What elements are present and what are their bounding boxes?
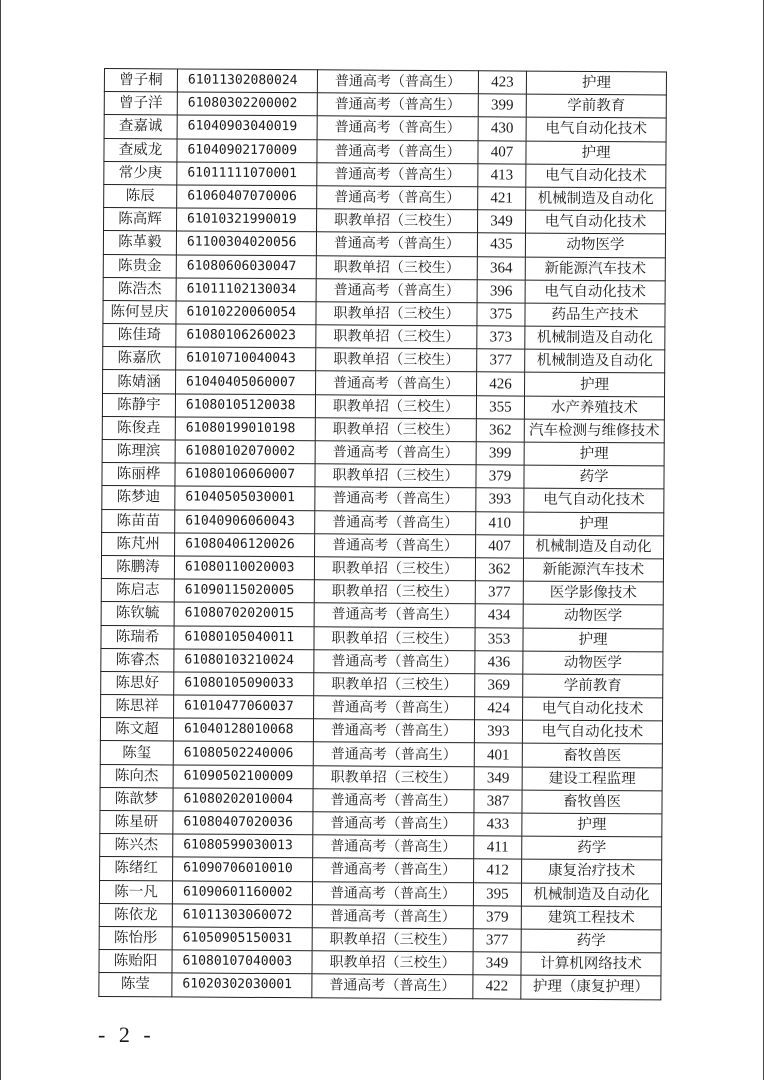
table-row <box>101 648 663 675</box>
exam-number: 61080106060007 <box>175 463 315 487</box>
score: 362 <box>476 419 524 442</box>
exam-number: 61080107040003 <box>172 950 312 974</box>
table-row <box>102 393 664 420</box>
exam-number: 61040903040019 <box>177 115 317 139</box>
admission-type: 普通高考（普高生） <box>317 116 478 140</box>
exam-number: 61011302080024 <box>177 69 317 93</box>
major: 医学影像技术 <box>523 581 663 605</box>
student-name: 陈梦迪 <box>102 486 175 510</box>
admission-type: 普通高考（普高生） <box>315 487 476 511</box>
student-name: 曾子桐 <box>104 69 177 93</box>
table-row <box>102 416 664 443</box>
student-name: 陈理滨 <box>102 439 175 463</box>
score: 407 <box>476 535 524 558</box>
table-row <box>102 486 664 513</box>
admission-type: 普通高考（普高生） <box>315 510 476 534</box>
student-name: 陈睿杰 <box>101 648 174 672</box>
exam-number: 61090502100009 <box>173 765 313 789</box>
table-row <box>101 555 663 582</box>
admission-type: 普通高考（普高生） <box>316 232 477 256</box>
score: 377 <box>475 581 523 604</box>
score: 407 <box>478 140 526 163</box>
admission-type: 普通高考（普高生） <box>313 789 474 813</box>
admission-type: 普通高考（普高生） <box>312 905 473 929</box>
score: 424 <box>475 697 523 720</box>
admission-type: 职教单招（三校生） <box>316 302 477 326</box>
admission-type: 职教单招（三校生） <box>317 209 478 233</box>
score: 349 <box>474 766 522 789</box>
exam-number: 61011111070001 <box>177 162 317 186</box>
student-name: 查威龙 <box>104 138 177 162</box>
score: 399 <box>476 442 524 465</box>
student-name: 陈绪红 <box>100 857 173 881</box>
student-name: 陈一凡 <box>99 880 172 904</box>
admission-type: 普通高考（普高生） <box>313 858 474 882</box>
major: 学前教育 <box>526 94 666 118</box>
admission-type: 职教单招（三校生） <box>316 325 477 349</box>
table-row <box>102 509 664 536</box>
student-name: 陈思祥 <box>101 695 174 719</box>
major: 动物医学 <box>525 233 665 257</box>
table-row <box>104 138 666 165</box>
score: 412 <box>474 859 522 882</box>
table-row <box>100 857 662 884</box>
table-row <box>104 115 666 142</box>
table-row <box>99 903 661 930</box>
table-row <box>104 208 666 235</box>
exam-number: 61080302200002 <box>177 92 317 116</box>
exam-number: 61010220060054 <box>176 301 316 325</box>
major: 动物医学 <box>523 651 663 675</box>
student-name: 陈贻阳 <box>99 950 172 974</box>
score: 379 <box>476 465 524 488</box>
table-row <box>99 973 661 1000</box>
admission-type: 普通高考（普高生） <box>312 974 473 998</box>
score: 399 <box>478 94 526 117</box>
table-row <box>101 671 663 698</box>
major: 药学 <box>521 929 661 953</box>
exam-number: 61080106260023 <box>176 324 316 348</box>
exam-number: 61050905150031 <box>172 927 312 951</box>
student-name: 陈钦毓 <box>101 602 174 626</box>
score: 353 <box>475 627 523 650</box>
major: 机械制造及自动化 <box>526 187 666 211</box>
student-name: 陈向杰 <box>100 764 173 788</box>
admission-type: 普通高考（普高生） <box>312 881 473 905</box>
table-row <box>103 277 665 304</box>
student-name: 陈佳琦 <box>103 324 176 348</box>
student-name: 陈芃州 <box>102 532 175 556</box>
major: 护理 <box>523 628 663 652</box>
major: 畜牧兽医 <box>522 790 662 814</box>
exam-number: 61010477060037 <box>174 695 314 719</box>
table-row <box>103 347 665 374</box>
major: 动物医学 <box>523 604 663 628</box>
score: 413 <box>478 164 526 187</box>
student-name: 陈俊垚 <box>102 416 175 440</box>
exam-number: 61060407070006 <box>177 185 317 209</box>
exam-number: 61080105120038 <box>175 394 315 418</box>
student-name: 陈革毅 <box>103 231 176 255</box>
student-name: 陈依龙 <box>99 903 172 927</box>
exam-number: 61080502240006 <box>173 741 313 765</box>
admission-roster-table <box>98 68 667 1000</box>
major: 电气自动化技术 <box>525 280 665 304</box>
student-name: 陈静宇 <box>102 393 175 417</box>
student-name: 陈歆梦 <box>100 787 173 811</box>
score: 435 <box>477 233 525 256</box>
score: 430 <box>478 117 526 140</box>
student-name: 陈贵金 <box>103 254 176 278</box>
admission-type: 普通高考（普高生） <box>317 70 478 94</box>
table-row <box>100 764 662 791</box>
student-name: 常少庚 <box>104 161 177 185</box>
admission-type: 职教单招（三校生） <box>314 626 475 650</box>
admission-type: 职教单招（三校生） <box>316 348 477 372</box>
score: 379 <box>473 906 521 929</box>
score: 421 <box>478 187 526 210</box>
admission-type: 职教单招（三校生） <box>314 580 475 604</box>
score: 387 <box>474 790 522 813</box>
exam-number: 61090601160002 <box>172 880 312 904</box>
score: 393 <box>476 488 524 511</box>
student-name: 陈嘉欣 <box>103 347 176 371</box>
score: 422 <box>473 975 521 998</box>
exam-number: 61080110020003 <box>174 556 314 580</box>
admission-type: 职教单招（三校生） <box>314 557 475 581</box>
student-name: 陈思好 <box>101 671 174 695</box>
major: 新能源汽车技术 <box>525 257 665 281</box>
exam-number: 61080407020036 <box>173 811 313 835</box>
exam-number: 61020302030001 <box>172 973 312 997</box>
major: 机械制造及自动化 <box>525 326 665 350</box>
major: 电气自动化技术 <box>524 488 664 512</box>
table-row <box>101 695 663 722</box>
table-row <box>104 161 666 188</box>
exam-number: 61080599030013 <box>173 834 313 858</box>
admission-type: 职教单招（三校生） <box>315 418 476 442</box>
admission-type: 职教单招（三校生） <box>315 464 476 488</box>
exam-number: 61080202010004 <box>173 788 313 812</box>
major: 汽车检测与维修技术 <box>524 419 664 443</box>
table-row <box>103 370 665 397</box>
major: 护理 <box>524 442 664 466</box>
student-name: 陈浩杰 <box>103 277 176 301</box>
table-row <box>103 324 665 351</box>
student-name: 陈丽桦 <box>102 463 175 487</box>
score: 396 <box>477 279 525 302</box>
exam-number: 61080102070002 <box>175 440 315 464</box>
admission-type: 职教单招（三校生） <box>312 951 473 975</box>
table-row <box>101 625 663 652</box>
score: 377 <box>473 929 521 952</box>
score: 349 <box>473 952 521 975</box>
table-row <box>104 184 666 211</box>
major: 护理 <box>522 813 662 837</box>
admission-type: 普通高考（普高生） <box>316 278 477 302</box>
admission-type: 职教单招（三校生） <box>316 255 477 279</box>
major: 畜牧兽医 <box>522 744 662 768</box>
admission-type: 普通高考（普高生） <box>313 742 474 766</box>
major: 康复治疗技术 <box>522 859 662 883</box>
page-number: - 2 - <box>98 1022 155 1047</box>
major: 电气自动化技术 <box>522 720 662 744</box>
table-row <box>101 579 663 606</box>
admission-type: 职教单招（三校生） <box>312 928 473 952</box>
major: 护理 <box>526 141 666 165</box>
table-row <box>103 300 665 327</box>
table-row <box>100 718 662 745</box>
score: 423 <box>478 71 526 94</box>
student-name: 曾子洋 <box>104 92 177 116</box>
exam-number: 61011303060072 <box>172 904 312 928</box>
major: 机械制造及自动化 <box>521 883 661 907</box>
admission-type: 普通高考（普高生） <box>315 534 476 558</box>
score: 395 <box>473 882 521 905</box>
student-name: 陈怡彤 <box>99 926 172 950</box>
table-row <box>104 69 666 96</box>
major: 机械制造及自动化 <box>524 535 664 559</box>
student-name: 陈苗苗 <box>102 509 175 533</box>
exam-number: 61080105090033 <box>174 672 314 696</box>
exam-number: 61080702020015 <box>174 602 314 626</box>
admission-type: 普通高考（普高生） <box>317 163 478 187</box>
student-name: 陈辰 <box>104 184 177 208</box>
exam-number: 61040128010068 <box>173 718 313 742</box>
admission-type: 职教单招（三校生） <box>315 394 476 418</box>
admission-type: 职教单招（三校生） <box>314 673 475 697</box>
table-row <box>99 880 661 907</box>
exam-number: 61040902170009 <box>177 139 317 163</box>
exam-number: 61040405060007 <box>176 370 316 394</box>
major: 计算机网络技术 <box>521 952 661 976</box>
major: 水产养殖技术 <box>524 396 664 420</box>
score: 362 <box>475 558 523 581</box>
exam-number: 61080406120026 <box>175 533 315 557</box>
exam-number: 61090115020005 <box>174 579 314 603</box>
major: 电气自动化技术 <box>523 697 663 721</box>
student-name: 陈婧涵 <box>103 370 176 394</box>
admission-type: 普通高考（普高生） <box>314 603 475 627</box>
score: 410 <box>476 511 524 534</box>
major: 建筑工程技术 <box>521 906 661 930</box>
major: 药学 <box>522 836 662 860</box>
exam-number: 61040906060043 <box>175 510 315 534</box>
major: 电气自动化技术 <box>526 164 666 188</box>
score: 401 <box>474 743 522 766</box>
score: 436 <box>475 650 523 673</box>
major: 建设工程监理 <box>522 767 662 791</box>
admission-type: 普通高考（普高生） <box>317 186 478 210</box>
major: 学前教育 <box>523 674 663 698</box>
major: 护理 <box>525 373 665 397</box>
score: 364 <box>477 256 525 279</box>
admission-type: 普通高考（普高生） <box>314 649 475 673</box>
score: 393 <box>474 720 522 743</box>
exam-number: 61040505030001 <box>175 486 315 510</box>
score: 375 <box>477 303 525 326</box>
score: 369 <box>475 674 523 697</box>
major: 新能源汽车技术 <box>523 558 663 582</box>
student-name: 陈鹏涛 <box>101 555 174 579</box>
admission-type: 普通高考（普高生） <box>313 719 474 743</box>
student-name: 陈兴杰 <box>100 834 173 858</box>
score: 377 <box>477 349 525 372</box>
roster-body <box>99 69 667 1000</box>
exam-number: 61010710040043 <box>176 347 316 371</box>
major: 机械制造及自动化 <box>525 349 665 373</box>
table-row <box>100 787 662 814</box>
score: 434 <box>475 604 523 627</box>
exam-number: 61011102130034 <box>176 278 316 302</box>
exam-number: 61010321990019 <box>177 208 317 232</box>
admission-type: 职教单招（三校生） <box>313 765 474 789</box>
exam-number: 61080105040011 <box>174 625 314 649</box>
student-name: 陈星研 <box>100 810 173 834</box>
admission-type: 普通高考（普高生） <box>317 93 478 117</box>
score: 426 <box>477 372 525 395</box>
table-row <box>99 926 661 953</box>
score: 355 <box>476 395 524 418</box>
table-row <box>104 92 666 119</box>
student-name: 陈启志 <box>101 579 174 603</box>
table-row <box>99 950 661 977</box>
student-name: 陈高辉 <box>104 208 177 232</box>
table-row <box>100 810 662 837</box>
admission-type: 普通高考（普高生） <box>315 441 476 465</box>
admission-type: 普通高考（普高生） <box>313 835 474 859</box>
student-name: 陈瑞希 <box>101 625 174 649</box>
table-row <box>103 254 665 281</box>
admission-type: 普通高考（普高生） <box>317 139 478 163</box>
table-row <box>100 741 662 768</box>
major: 护理（康复护理） <box>521 975 661 999</box>
major: 护理 <box>524 512 664 536</box>
table-row <box>102 463 664 490</box>
score: 349 <box>477 210 525 233</box>
exam-number: 61080199010198 <box>175 417 315 441</box>
student-name: 查嘉诚 <box>104 115 177 139</box>
major: 药学 <box>524 465 664 489</box>
table-row <box>102 439 664 466</box>
admission-type: 普通高考（普高生） <box>313 812 474 836</box>
major: 护理 <box>526 71 666 95</box>
score: 411 <box>474 836 522 859</box>
table-row <box>103 231 665 258</box>
score: 433 <box>474 813 522 836</box>
exam-number: 61100304020056 <box>176 231 316 255</box>
exam-number: 61090706010010 <box>173 857 313 881</box>
major: 电气自动化技术 <box>525 210 665 234</box>
table-row <box>101 602 663 629</box>
major: 药品生产技术 <box>525 303 665 327</box>
exam-number: 61080606030047 <box>176 254 316 278</box>
student-name: 陈莹 <box>99 973 172 997</box>
table-row <box>102 532 664 559</box>
student-name: 陈文超 <box>100 718 173 742</box>
admission-type: 普通高考（普高生） <box>314 696 475 720</box>
exam-number: 61080103210024 <box>174 649 314 673</box>
student-name: 陈玺 <box>100 741 173 765</box>
score: 373 <box>477 326 525 349</box>
student-name: 陈何昱庆 <box>103 300 176 324</box>
admission-type: 普通高考（普高生） <box>316 371 477 395</box>
table-row <box>100 834 662 861</box>
major: 电气自动化技术 <box>526 117 666 141</box>
